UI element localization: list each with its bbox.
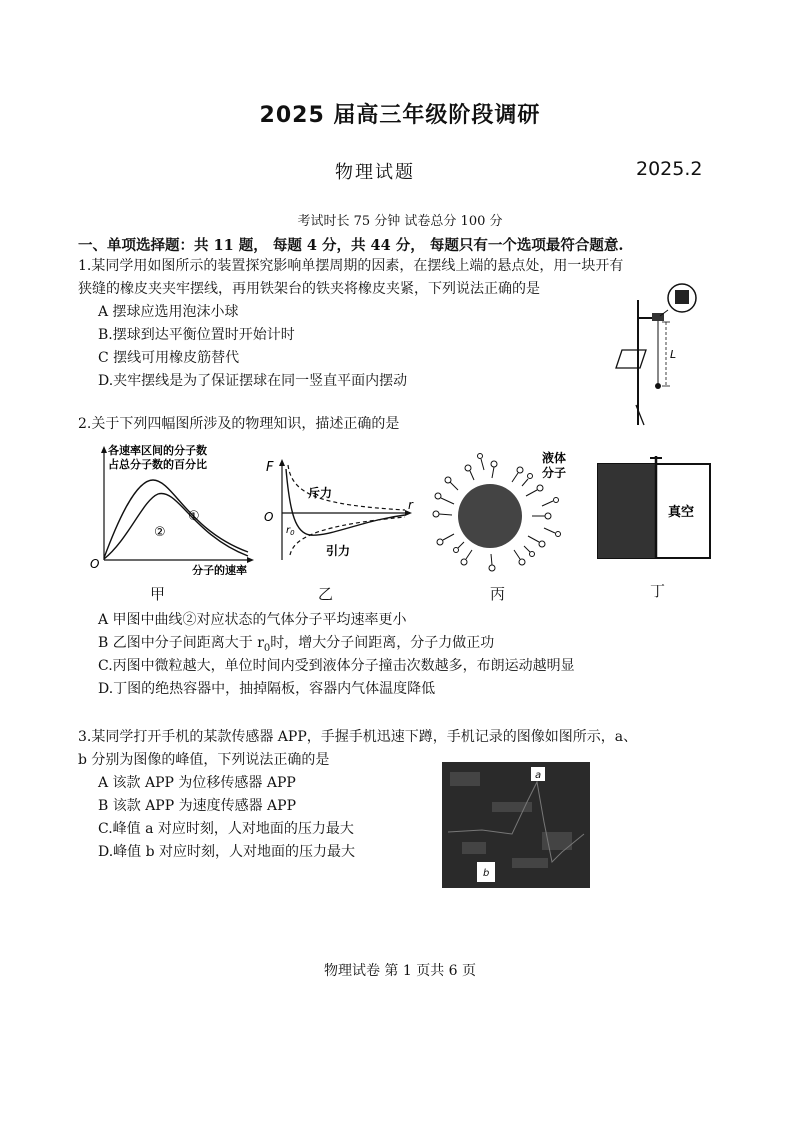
q3-option-c: C.峰值 a 对应时刻，人对地面的压力最大 [98, 821, 354, 837]
figure-yi-caption: 乙 [318, 585, 334, 603]
jia-ylabel-line1: 各速率区间的分子数 [108, 444, 207, 457]
q2-option-a: A 甲图中曲线②对应状态的气体分子平均速率更小 [98, 612, 407, 628]
q2-stem: 2.关于下列四幅图所涉及的物理知识，描述正确的是 [78, 416, 400, 432]
jia-curve2-label: ② [154, 525, 166, 540]
q2-option-c: C.丙图中微粒越大，单位时间内受到液体分子撞击次数越多，布朗运动越明显 [98, 658, 575, 674]
jia-curve1-label: ① [188, 509, 200, 524]
q1-option-b: B.摆球到达平衡位置时开始计时 [98, 327, 295, 343]
q1-option-d: D.夹牢摆线是为了保证摆球在同一竖直平面内摆动 [98, 373, 408, 389]
exam-subject: 物理试题 [335, 162, 415, 183]
q1-stem-line1: 1.某同学用如图所示的装置探究影响单摆周期的因素，在摆线上端的悬点处，用一块开有 [78, 258, 624, 274]
yi-attraction-label: 引力 [326, 544, 351, 558]
yi-origin: O [264, 510, 274, 524]
pendulum-length-label: L [670, 348, 677, 361]
figure-bing-caption: 丙 [490, 585, 506, 603]
figure-jia-caption: 甲 [150, 585, 166, 603]
yi-repulsion-label: 斥力 [308, 486, 333, 500]
yi-y-axis: F [266, 460, 274, 475]
q3-stem-line2: b 分别为图像的峰值，下列说法正确的是 [78, 752, 330, 768]
figure-ding-insulated-container [594, 456, 718, 560]
q3-option-a: A 该款 APP 为位移传感器 APP [98, 775, 296, 791]
jia-origin: O [90, 557, 100, 571]
yi-x-axis: r [408, 498, 413, 512]
ding-vacuum-label: 真空 [668, 505, 695, 520]
yi-r0-label: $r_0$ [286, 525, 295, 537]
bing-label-line1: 液体 [542, 451, 567, 465]
figure-bing-brownian-motion [428, 450, 578, 575]
jia-xlabel: 分子的速率 [192, 564, 247, 575]
section-heading: 一、单项选择题：共 11 题， 每题 4 分，共 44 分， 每题只有一个选项最符合题意. [78, 237, 624, 254]
bing-label-line2: 分子 [542, 466, 567, 480]
jia-ylabel-line2: 占总分子数的百分比 [108, 458, 207, 471]
q1-option-c: C 摆线可用橡皮筋替代 [98, 350, 240, 366]
q3-peak-a-label: a [535, 770, 542, 781]
q1-option-a: A 摆球应选用泡沫小球 [98, 304, 239, 320]
q3-option-b: B 该款 APP 为速度传感器 APP [98, 798, 296, 814]
q3-option-d: D.峰值 b 对应时刻，人对地面的压力最大 [98, 844, 356, 860]
page-footer: 物理试卷 第 1 页共 6 页 [323, 963, 477, 979]
exam-info: 考试时长 75 分钟 试卷总分 100 分 [297, 214, 503, 229]
q2-option-b: B 乙图中分子间距离大于 $r_0$时，增大分子间距离，分子力做正功 [98, 635, 495, 654]
exam-title: 2025 届高三年级阶段调研 [259, 103, 541, 128]
pendulum-apparatus-figure [600, 280, 720, 430]
q1-stem-line2: 狭缝的橡皮夹夹牢摆线，再用铁架台的铁夹将橡皮夹紧，下列说法正确的是 [78, 281, 540, 297]
figure-ding-caption: 丁 [650, 582, 666, 600]
figure-yi-molecular-force [260, 455, 420, 565]
q3-stem-line1: 3.某同学打开手机的某款传感器 APP，手握手机迅速下蹲，手机记录的图像如图所示，a、 [78, 729, 638, 745]
q2-option-d: D.丁图的绝热容器中，抽掉隔板，容器内气体温度降低 [98, 681, 436, 697]
figure-jia-speed-distribution [88, 440, 258, 575]
exam-date: 2025.2 [636, 158, 703, 180]
q3-sensor-graph-figure [442, 762, 590, 888]
q3-peak-b-label: b [483, 868, 490, 879]
